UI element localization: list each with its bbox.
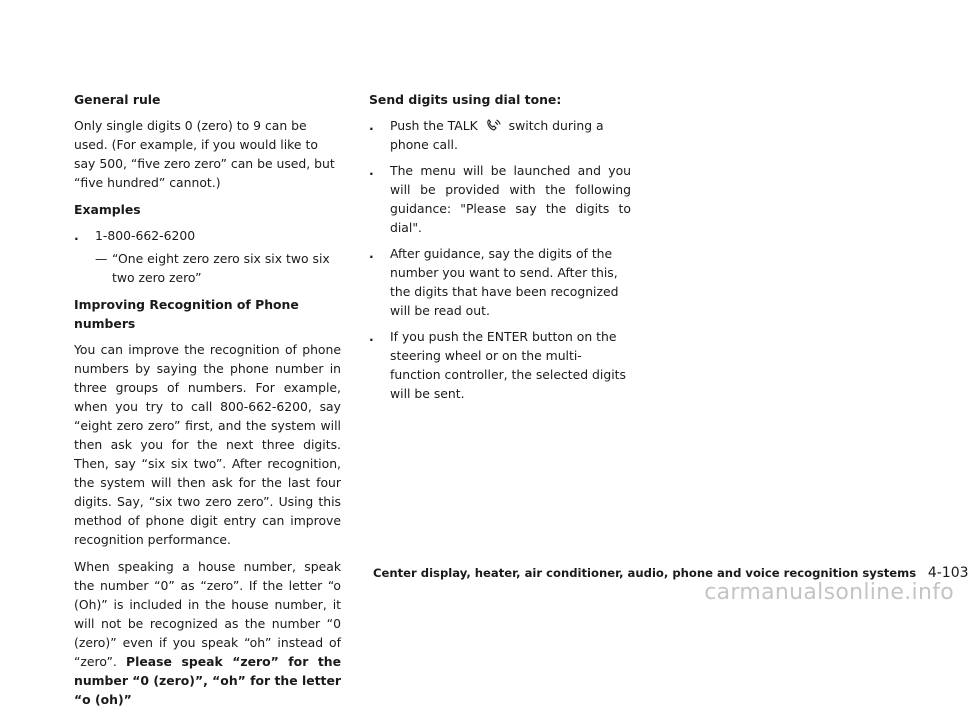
- bullet-dot: .: [74, 228, 79, 243]
- dash-mark: —: [95, 251, 108, 266]
- right-column: [369, 90, 631, 410]
- page-footer: [373, 565, 969, 581]
- bullet-dot: .: [369, 329, 374, 344]
- send-step-1: [369, 116, 631, 154]
- example-spoken: “One eight zero zero six six two six two zero zero”: [112, 251, 330, 285]
- send-step-1-before: Push the TALK: [390, 118, 478, 133]
- improving-heading: Improving Recognition of Phone numbers: [74, 297, 299, 331]
- send-step-1-after: switch during a phone call.: [390, 118, 604, 152]
- bullet-dot: .: [369, 118, 374, 133]
- send-step-3: [369, 244, 631, 320]
- talk-switch-icon: [485, 119, 502, 132]
- example-item: [74, 226, 341, 245]
- general-rule-text: Only single digits 0 (zero) to 9 can be used. (For example, if you would like to say 500, “five zero zero” can be used, but “five hundred” cannot.): [74, 118, 335, 190]
- example-number: 1-800-662-6200: [95, 228, 196, 243]
- send-step-2: [369, 161, 631, 237]
- house-number-text: When speaking a house number, speak the number “0” as “zero”. If the letter “o (Oh)” is included in the house number, it will not be recognized as the number “0 (zero)” even if you speak “oh” instead of “zero”.: [74, 559, 341, 669]
- send-step-2-text: The menu will be launched and you will be provided with the following guidance: "Please say the digits to dial".: [390, 163, 631, 235]
- improving-text: You can improve the recognition of phone numbers by saying the phone number in three groups of numbers. For example, when you try to call 800-662-6200, say “eight zero zero” first, and the system will then ask you for the next three digits. Then, say “six six two”. After recognition, the system will then ask for the last four digits. Say, “six two zero zero”. Using this method of phone digit entry can improve recognition performance.: [74, 342, 341, 547]
- watermark: carmanualsonline.info: [704, 580, 954, 605]
- send-step-4: [369, 327, 631, 403]
- examples-heading: Examples: [74, 202, 141, 217]
- house-number-paragraph: [74, 557, 341, 709]
- left-column: [74, 90, 341, 717]
- general-rule-heading: General rule: [74, 92, 161, 107]
- send-digits-heading: Send digits using dial tone:: [369, 92, 562, 107]
- page-number: 4-103: [927, 565, 969, 581]
- house-number-bold: Please speak “zero” for the number “0 (zero)”, “oh” for the letter “o (oh)”: [74, 654, 341, 707]
- footer-title: Center display, heater, air conditioner, audio, phone and voice recognition systems: [373, 566, 917, 580]
- send-step-4-text: If you push the ENTER button on the steering wheel or on the multi-function controller, the selected digits will be sent.: [390, 329, 626, 401]
- bullet-dot: .: [369, 246, 374, 261]
- send-step-3-text: After guidance, say the digits of the number you want to send. After this, the digits that have been recognized will be read out.: [390, 246, 619, 318]
- bullet-dot: .: [369, 163, 374, 178]
- example-spoken-item: [74, 249, 341, 287]
